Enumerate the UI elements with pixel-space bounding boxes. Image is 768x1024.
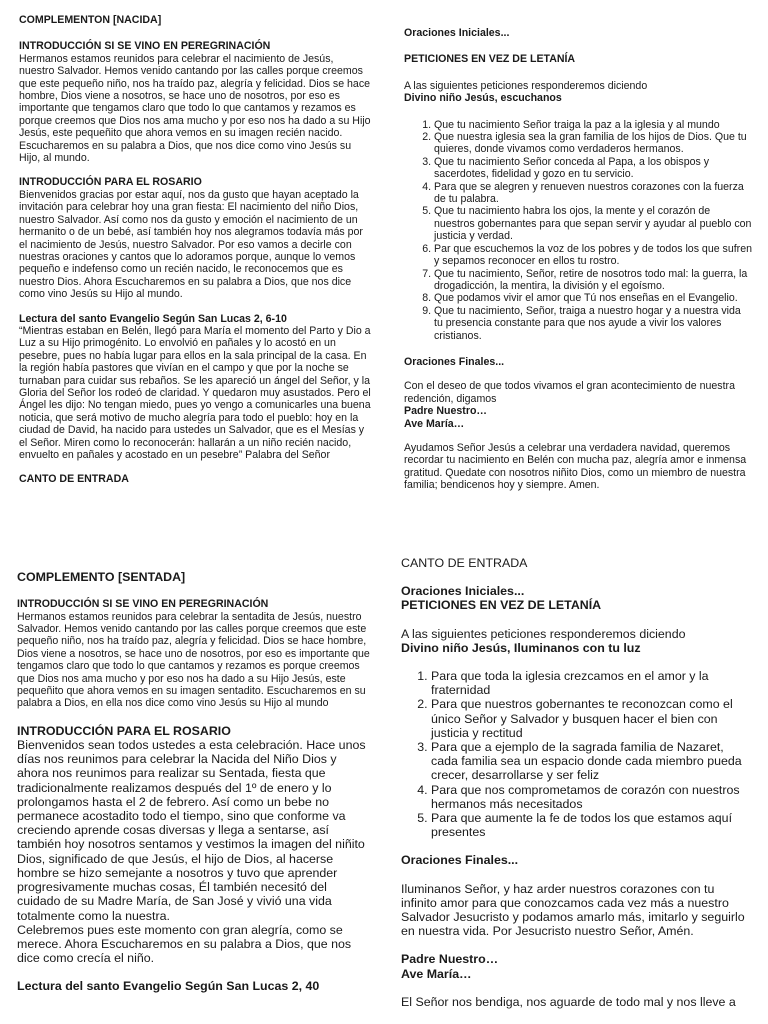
list-item: 2. Que nuestra iglesia sea la gran familia de los hijos de Dios. Que tu quieres, donde vivamos como verdaderos hermanos. bbox=[434, 131, 752, 156]
entrance-hymn-heading: CANTO DE ENTRADA bbox=[401, 556, 528, 570]
list-item: 6. Par que escuchemos la voz de los pobres y de todos los que sufren y sepamos reconocer en ellos tu rostro. bbox=[434, 243, 752, 268]
response-intro: A las siguientes peticiones responderemos diciendo bbox=[401, 626, 686, 641]
section-nacida bbox=[19, 14, 371, 486]
pilgrimage-intro-text: Hermanos estamos reunidos para celebrar el nacimiento de Jesús, nuestro Salvador. Hemos venido cantando por las calles porque creemos que este pequeño niño, nos ha traído paz, alegría y felicidad. Dios se hace hombre, Dios viene a nosotros, se hace uno de nosotros, por eso es importante que tengamos claro que todo lo que cantamos y rezamos es porque creemos que Dios nos ama mucho y por eso nos ha dado a su Hijo Jesús, este pequeñito que ahora vemos en su imagen recién nacido. Escucharemos en su palabra a Dios, que nos dice como vino Jesús su Hijo, al mundo. bbox=[19, 52, 371, 165]
list-item: 1. Para que toda la iglesia crezcamos en el amor y la fraternidad bbox=[431, 669, 753, 697]
rosary-intro-text: Bienvenidos gracias por estar aquí, nos da gusto que hayan aceptado la invitación para celebrar hoy una gran fiesta: El nacimiento del niño Dios, nuestro Salvador. Así como nos da gusto y emoción el nacimiento de un hermanito o de un bebé, así también hoy nos alegramos todavía más por el nacimiento de Jesús, nuestro Salvador. Por eso vamos a decirle con nuestras oraciones y cantos que lo adoramos porque, aunque lo vemos pequeño e indefenso como un recién nacido, le reconocemos que es nuestro Dios. Ahora Escucharemos en su palabra a Dios, que nos dice como vino Jesús su Hijo al mundo. bbox=[19, 188, 363, 301]
list-item: 7. Que tu nacimiento, Señor, retire de nosotros todo mal: la guerra, la drogadicción, la mentira, la división y el egoísmo. bbox=[434, 268, 752, 293]
petitions-heading: PETICIONES EN VEZ DE LETANÍA bbox=[404, 53, 576, 66]
list-item: 4. Para que nos comprometamos de corazón con nuestros hermanos más necesitados bbox=[431, 783, 753, 811]
closing-prayer: El Señor nos bendiga, nos aguarde de todo mal y nos lleve a bbox=[401, 994, 736, 1009]
initial-prayers-heading: Oraciones Iniciales... bbox=[404, 27, 510, 39]
rosary-intro-text-2: Celebremos pues este momento con gran alegría, como se merece. Ahora Escucharemos en su palabra a Dios, que nos dice como crecía el niño. bbox=[17, 922, 352, 966]
list-item: 4. Para que se alegren y renueven nuestros corazones con la fuerza de tu palabra. bbox=[434, 181, 752, 206]
final-prayers-heading: Oraciones Finales... bbox=[401, 853, 519, 868]
response-text: Divino niño Jesús, escuchanos bbox=[404, 92, 562, 105]
gospel-text: “Mientras estaban en Belén, llegó para María el momento del Parto y Dio a Luz a su Hijo primogénito. Lo envolvió en pañales y lo acostó en un pesebre, pues no había lugar para ellos en la sala principal de la casa. En la región había pastores que vivían en el campo y que por la noche se turnaban para cuidar sus rebaños. Se les apareció un ángel del Señor, y la Gloria del Señor los rodeó de claridad. Y quedaron muy asustados. Pero el Ángel les dijo: No tengan miedo, pues yo vengo a comunicarles una buena noticia, que será motivo de mucho alegría para todo el pueblo: hoy en la ciudad de David, ha nacido para ustedes un Salvador, que es el Mesías y el Señor. Miren como lo reconocerán: hallarán a un niño recién nacido, envuelto en pañales y acostado en un pesebre” Palabra del Señor bbox=[19, 324, 371, 461]
list-item: 9. Que tu nacimiento, Señor, traiga a nuestro hogar y a nuestra vida tu presencia constante para que nos ayude a vivir los valores cristianos. bbox=[434, 305, 752, 342]
final-prayers-text: Con el deseo de que todos vivamos el gran acontecimiento de nuestra redención, digamos bbox=[404, 380, 735, 405]
entrance-hymn-heading: CANTO DE ENTRADA bbox=[19, 473, 129, 486]
final-prayers-heading: Oraciones Finales... bbox=[404, 355, 505, 368]
hail-mary: Ave María… bbox=[401, 966, 472, 981]
section-title: COMPLEMENTO [SENTADA] bbox=[17, 570, 186, 584]
section-sentada bbox=[17, 570, 371, 994]
response-text: Divino niño Jesús, Iluminanos con tu luz bbox=[401, 640, 641, 655]
pilgrimage-intro-heading: INTRODUCCIÓN SI SE VINO EN PEREGRINACIÓN bbox=[19, 40, 271, 53]
list-item: 2. Para que nuestros gobernantes te reconozcan como el único Señor y Salvador y busquen hacer el bien con justicia y rectitud bbox=[431, 697, 753, 740]
list-item: 8. Que podamos vivir el amor que Tú nos enseñas en el Evangelio. bbox=[434, 292, 752, 304]
list-item: 3. Que tu nacimiento Señor conceda al Papa, a los obispos y sacerdotes, fidelidad y gozo en tu servicio. bbox=[434, 156, 752, 181]
section-petitions-sentada bbox=[401, 556, 753, 1009]
closing-prayer: Ayudamos Señor Jesús a celebrar una verdadera navidad, queremos recordar tu nacimiento en Belén con mucha paz, alegría amor e inmensa gratitud. Quedate con nosotros niñito Dios, como un miembro de nuestra familia; bendicenos hoy y siempre. Amen. bbox=[404, 441, 747, 492]
response-intro: A las siguientes peticiones responderemos diciendo bbox=[404, 79, 648, 92]
list-item: 5. Que tu nacimiento habra los ojos, la mente y el corazón de nuestros gobernantes para que sepan servir y ayudar al pueblo con justicia y verdad. bbox=[434, 205, 752, 242]
initial-prayers-heading: Oraciones Iniciales... bbox=[401, 584, 525, 599]
rosary-intro-heading: INTRODUCCIÓN PARA EL ROSARIO bbox=[17, 723, 231, 738]
petitions-heading: PETICIONES EN VEZ DE LETANÍA bbox=[401, 598, 602, 613]
pilgrimage-intro-text: Hermanos estamos reunidos para celebrar la sentadita de Jesús, nuestro Salvador. Hemos venido cantando por las calles porque creemos que este pequeño niño, nos ha traído paz, alegría y felicidad. Dios se hace hombre, Dios viene a nosotros, se hace uno de nosotros, por eso es importante que tengamos claro que todo lo que cantamos y rezamos es porque creemos que Dios nos ama mucho y por eso nos ha dado a su Hijo Jesús, este pequeñito que ahora vemos en su imagen sentadito. Escucharemos en su palabra a Dios, en ella nos dice como vino Jesús su Hijo al mundo bbox=[17, 610, 370, 710]
our-father: Padre Nuestro… bbox=[401, 952, 499, 967]
pilgrimage-intro-heading: INTRODUCCIÓN SI SE VINO EN PEREGRINACIÓN bbox=[17, 598, 269, 611]
section-title: COMPLEMENTON [NACIDA] bbox=[19, 14, 162, 26]
list-item: 5. Para que aumente la fe de todos los que estamos aquí presentes bbox=[431, 811, 753, 839]
our-father: Padre Nuestro… bbox=[404, 405, 488, 418]
petitions-list bbox=[401, 669, 753, 839]
final-prayers-text: Iluminanos Señor, y haz arder nuestros corazones con tu infinito amor para que conozcamos cada vez más a nuestro Salvador Jesucristo y podamos amarlo más, imitarlo y seguirlo en nuestra vida. Por Jesucristo nuestro Señor, Amén. bbox=[401, 881, 745, 939]
gospel-heading: Lectura del santo Evangelio Según San Lucas 2, 40 bbox=[17, 979, 320, 994]
list-item: 1. Que tu nacimiento Señor traiga la paz a la iglesia y al mundo bbox=[434, 119, 752, 131]
gospel-heading: Lectura del santo Evangelio Según San Lucas 2, 6-10 bbox=[19, 312, 287, 325]
list-item: 3. Para que a ejemplo de la sagrada familia de Nazaret, cada familia sea un espacio donde cada miembro pueda crecer, desarrollarse y ser feliz bbox=[431, 740, 753, 783]
petitions-list bbox=[404, 119, 752, 342]
rosary-intro-heading: INTRODUCCIÓN PARA EL ROSARIO bbox=[19, 176, 202, 189]
section-petitions-nacida bbox=[404, 27, 752, 492]
hail-mary: Ave María… bbox=[404, 417, 465, 430]
rosary-intro-text: Bienvenidos sean todos ustedes a esta celebración. Hace unos días nos reunimos para celebrar la Nacida del Niño Dios y ahora nos reunimos para realizar su Sentada, fiesta que tradicionalmente realizamos después del 1º de enero y lo prolongamos hasta el 2 de febrero. Así como un bebe no permanece acostadito todo el tiempo, sino que conforme va creciendo aprende cosas diversas y llega a sentarse, así también hoy nosotros sentamos y vestimos la imagen del niñito Dios, significado de que Jesús, el hijo de Dios, al hacerse hombre se hizo semejante a nosotros y tuvo que aprender progresivamente muchas cosas, Él también necesitó del cuidado de su Madre María, de San José y vivió una vida totalmente como la nuestra. bbox=[17, 738, 366, 923]
